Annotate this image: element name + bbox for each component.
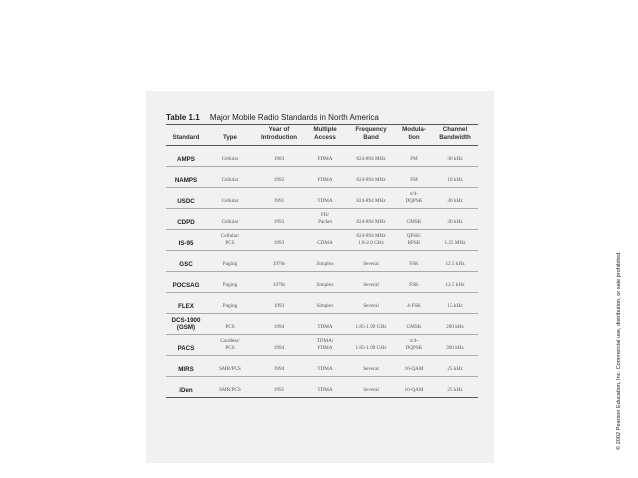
table-cell: 1.85-1.99 GHz <box>346 314 396 335</box>
table-row <box>166 146 478 167</box>
table-cell: Paging <box>206 272 254 293</box>
table-cell: 30 kHz <box>432 209 478 230</box>
table-cell: 1970s <box>254 272 304 293</box>
table-cell: Simplex <box>304 293 346 314</box>
table-cell: GMSK <box>396 314 432 335</box>
table-cell: 824-894 MHz <box>346 146 396 167</box>
table-header-row <box>166 125 478 146</box>
column-header: Standard <box>166 125 206 146</box>
table-cell: FSK <box>396 251 432 272</box>
table-cell: 16-QAM <box>396 377 432 398</box>
table-cell: 1993 <box>254 230 304 251</box>
table-cell: Several <box>346 293 396 314</box>
standard-name-cell: AMPS <box>166 146 206 167</box>
table-cell: TDMA <box>304 188 346 209</box>
table-cell: 1994 <box>254 335 304 356</box>
table-cell: Paging <box>206 293 254 314</box>
column-header: Channel Bandwidth <box>432 125 478 146</box>
table-cell: SMR/PCS <box>206 377 254 398</box>
table-cell: FSK <box>396 272 432 293</box>
column-header: Modula- tion <box>396 125 432 146</box>
table-cell: SMR/PCS <box>206 356 254 377</box>
table-cell: 30 kHz <box>432 188 478 209</box>
standard-name-cell: NAMPS <box>166 167 206 188</box>
table-cell: TDMA <box>304 356 346 377</box>
table-cell: CDMA <box>304 230 346 251</box>
table-cell: 1970s <box>254 251 304 272</box>
table-cell: Simplex <box>304 251 346 272</box>
standard-name-cell: DCS-1900 (GSM) <box>166 314 206 335</box>
table-cell: FM <box>396 167 432 188</box>
standard-name-cell: POCSAG <box>166 272 206 293</box>
table-number: Table 1.1 <box>166 113 200 122</box>
column-header: Multiple Access <box>304 125 346 146</box>
table-cell: 1.25 MHz <box>432 230 478 251</box>
column-header: Frequency Band <box>346 125 396 146</box>
table-cell: Cellular <box>206 209 254 230</box>
table-cell: 16-QAM <box>396 356 432 377</box>
table-cell: 25 kHz <box>432 356 478 377</box>
table-cell: TDMA <box>304 377 346 398</box>
table-cell: FH/ Packet <box>304 209 346 230</box>
table-cell: Cellular <box>206 146 254 167</box>
table-cell: π/4- DQPSK <box>396 188 432 209</box>
table-cell: 1991 <box>254 188 304 209</box>
book-page <box>146 91 494 463</box>
table-cell: Several <box>346 356 396 377</box>
table-cell: π/4- DQPSK <box>396 335 432 356</box>
table-cell: FDMA <box>304 167 346 188</box>
table-cell: Simplex <box>304 272 346 293</box>
table-cell: 1983 <box>254 146 304 167</box>
table-cell: GMSK <box>396 209 432 230</box>
table-caption <box>166 113 379 122</box>
table-cell: 30 kHz <box>432 146 478 167</box>
table-row <box>166 356 478 377</box>
table-title: Major Mobile Radio Standards in North America <box>209 113 379 122</box>
table-cell: 12.5 kHz <box>432 251 478 272</box>
table-cell: 15 kHz <box>432 293 478 314</box>
table-row <box>166 230 478 251</box>
table-cell: QPSK/ BPSK <box>396 230 432 251</box>
table-cell: 1995 <box>254 377 304 398</box>
table-cell: 824-894 MHz <box>346 167 396 188</box>
table-cell: 4-FSK <box>396 293 432 314</box>
standard-name-cell: MIRS <box>166 356 206 377</box>
table-cell: FM <box>396 146 432 167</box>
standard-name-cell: USDC <box>166 188 206 209</box>
table-cell: Paging <box>206 251 254 272</box>
table-cell: 200 kHz <box>432 314 478 335</box>
table-cell: 1993 <box>254 209 304 230</box>
table-row <box>166 377 478 398</box>
table-cell: 300 kHz <box>432 335 478 356</box>
column-header: Type <box>206 125 254 146</box>
table-cell: Cellular/ PCS <box>206 230 254 251</box>
table-row <box>166 314 478 335</box>
table-row <box>166 167 478 188</box>
column-header: Year of Introduction <box>254 125 304 146</box>
table-row <box>166 188 478 209</box>
table-cell: PCS <box>206 314 254 335</box>
table-cell: FDMA <box>304 146 346 167</box>
table-cell: 824-894 MHz 1.8-2.0 GHz <box>346 230 396 251</box>
table-cell: 10 kHz <box>432 167 478 188</box>
table-cell: 1994 <box>254 314 304 335</box>
standard-name-cell: CDPD <box>166 209 206 230</box>
table-cell: 1993 <box>254 293 304 314</box>
table-cell: 12.5 kHz <box>432 272 478 293</box>
copyright-notice: © 2002 Pearson Education, Inc. Commercial use, distribution, or sale prohibited. <box>616 251 622 450</box>
standard-name-cell: FLEX <box>166 293 206 314</box>
table-row <box>166 251 478 272</box>
table-body <box>166 146 478 398</box>
table-cell: Cordless/ PCS <box>206 335 254 356</box>
table-cell: 1992 <box>254 167 304 188</box>
table-cell: 1.85-1.99 GHz <box>346 335 396 356</box>
table-cell: 25 kHz <box>432 377 478 398</box>
table-cell: 1994 <box>254 356 304 377</box>
table-cell: 824-894 MHz <box>346 188 396 209</box>
table-cell: Several <box>346 377 396 398</box>
radio-standards-table <box>166 124 478 398</box>
table-row <box>166 209 478 230</box>
table-cell: Cellular <box>206 167 254 188</box>
table-row <box>166 272 478 293</box>
standard-name-cell: IS-95 <box>166 230 206 251</box>
table-cell: Cellular <box>206 188 254 209</box>
table-cell: 824-894 MHz <box>346 209 396 230</box>
table-cell: TDMA/ FDMA <box>304 335 346 356</box>
standard-name-cell: PACS <box>166 335 206 356</box>
table-row <box>166 335 478 356</box>
table-cell: Several <box>346 251 396 272</box>
table-cell: TDMA <box>304 314 346 335</box>
table-row <box>166 293 478 314</box>
standard-name-cell: iDen <box>166 377 206 398</box>
standard-name-cell: GSC <box>166 251 206 272</box>
table-cell: Several <box>346 272 396 293</box>
